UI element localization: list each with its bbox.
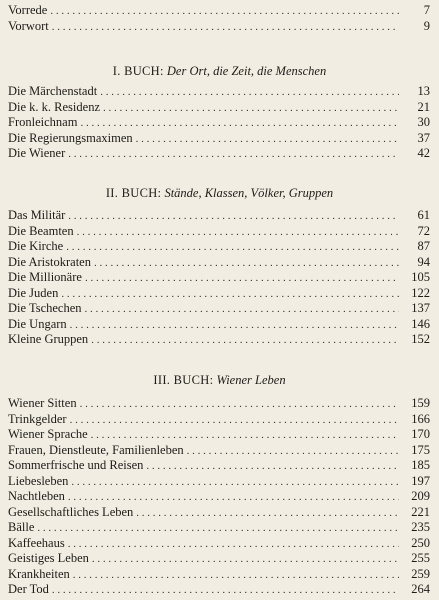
- toc-entry[interactable]: [8, 582, 430, 598]
- dot-leader: [85, 302, 399, 318]
- entry-page-number: 9: [423, 18, 430, 33]
- entry-title: Die Wiener: [8, 146, 66, 160]
- entry-title: Die Märchenstadt: [8, 84, 98, 98]
- entry-page-number: 94: [417, 254, 430, 269]
- dot-leader: [37, 521, 399, 537]
- toc-entry[interactable]: [8, 474, 430, 490]
- entry-page-number: 259: [411, 566, 430, 581]
- entry-page-number: 166: [411, 411, 430, 426]
- toc-entry[interactable]: [8, 567, 430, 583]
- book-label: III. BUCH:: [153, 373, 214, 387]
- toc-entry[interactable]: [8, 301, 430, 317]
- entry-title: Die Ungarn: [8, 316, 67, 331]
- entry-title: Die Kirche: [8, 239, 64, 253]
- dot-leader: [136, 506, 399, 522]
- toc-entry[interactable]: [8, 19, 430, 35]
- dot-leader: [187, 444, 399, 460]
- entry-page-number: 152: [411, 332, 430, 346]
- book-1-heading: [0, 64, 439, 79]
- book-2-entries: [8, 208, 430, 348]
- dot-leader: [92, 552, 399, 568]
- entry-page-number: 255: [411, 551, 430, 565]
- entry-page-number: 30: [417, 115, 430, 129]
- book-3-heading: [0, 373, 439, 388]
- entry-page-number: 87: [417, 239, 430, 253]
- toc-entry[interactable]: [8, 505, 430, 521]
- toc-entry[interactable]: [8, 270, 430, 286]
- entry-title: Die Regierungsmaximen: [8, 130, 133, 145]
- entry-title: Kaffeehaus: [8, 535, 65, 550]
- entry-title: Kleine Gruppen: [8, 332, 89, 346]
- entry-title: Das Militär: [8, 208, 66, 222]
- entry-title: Fronleichnam: [8, 115, 78, 129]
- toc-entry[interactable]: [8, 551, 430, 567]
- toc-entry[interactable]: [8, 286, 430, 302]
- entry-page-number: 235: [411, 520, 430, 534]
- entry-page-number: 61: [417, 208, 430, 222]
- dot-leader: [68, 490, 399, 506]
- entry-page-number: 185: [411, 458, 430, 472]
- entry-page-number: 221: [411, 504, 430, 519]
- toc-entry[interactable]: [8, 317, 430, 333]
- entry-page-number: 137: [411, 301, 430, 315]
- entry-title: Gesellschaftliches Leben: [8, 504, 134, 519]
- toc-entry[interactable]: [8, 536, 430, 552]
- toc-entry[interactable]: [8, 131, 430, 147]
- entry-title: Die Juden: [8, 285, 59, 300]
- entry-page-number: 264: [411, 582, 430, 596]
- dot-leader: [100, 85, 399, 101]
- entry-title: Liebesleben: [8, 473, 69, 488]
- entry-title: Krankheiten: [8, 566, 70, 581]
- dot-leader: [68, 537, 399, 553]
- entry-title: Nachtleben: [8, 489, 65, 503]
- dot-leader: [136, 132, 399, 148]
- toc-entry[interactable]: [8, 208, 430, 224]
- dot-leader: [94, 256, 399, 272]
- entry-title: Die k. k. Residenz: [8, 99, 100, 114]
- toc-entry[interactable]: [8, 224, 430, 240]
- entry-title: Vorrede: [8, 3, 48, 17]
- entry-page-number: 13: [417, 84, 430, 98]
- dot-leader: [103, 101, 399, 117]
- dot-leader: [73, 568, 399, 584]
- entry-page-number: 37: [417, 130, 430, 145]
- entry-title: Wiener Sitten: [8, 396, 77, 410]
- entry-page-number: 170: [411, 427, 430, 441]
- dot-leader: [52, 583, 399, 599]
- dot-leader: [68, 209, 399, 225]
- toc-entry[interactable]: [8, 100, 430, 116]
- toc-entry[interactable]: [8, 115, 430, 131]
- book-subtitle: Wiener Leben: [216, 373, 286, 387]
- dot-leader: [80, 397, 399, 413]
- toc-entry[interactable]: [8, 443, 430, 459]
- toc-entry[interactable]: [8, 489, 430, 505]
- book-3-entries: [8, 396, 430, 598]
- entry-page-number: 250: [411, 535, 430, 550]
- entry-title: Die Tschechen: [8, 301, 82, 315]
- book-subtitle: Stände, Klassen, Völker, Gruppen: [164, 186, 334, 200]
- entry-title: Geistiges Leben: [8, 551, 89, 565]
- toc-entry[interactable]: [8, 84, 430, 100]
- entry-title: Die Millionäre: [8, 270, 82, 284]
- dot-leader: [146, 459, 399, 475]
- dot-leader: [70, 318, 399, 334]
- entry-page-number: 42: [417, 146, 430, 160]
- entry-page-number: 7: [423, 3, 430, 17]
- toc-entry[interactable]: [8, 458, 430, 474]
- dot-leader: [71, 475, 399, 491]
- toc-entry[interactable]: [8, 146, 430, 162]
- toc-entry[interactable]: [8, 3, 430, 19]
- entry-title: Wiener Sprache: [8, 427, 88, 441]
- toc-entry[interactable]: [8, 239, 430, 255]
- dot-leader: [91, 428, 399, 444]
- toc-entry[interactable]: [8, 255, 430, 271]
- dot-leader: [70, 413, 399, 429]
- book-label: I. BUCH:: [112, 64, 164, 78]
- toc-entry[interactable]: [8, 427, 430, 443]
- book-1-entries: [8, 84, 430, 162]
- entry-title: Sommerfrische und Reisen: [8, 458, 144, 472]
- book-label: II. BUCH:: [105, 186, 162, 200]
- entry-title: Trinkgelder: [8, 411, 67, 426]
- book-2-heading: [0, 186, 439, 201]
- entry-page-number: 122: [411, 285, 430, 300]
- entry-page-number: 146: [411, 316, 430, 331]
- entry-page-number: 105: [411, 270, 430, 284]
- toc-entry[interactable]: [8, 396, 430, 412]
- toc-entry[interactable]: [8, 520, 430, 536]
- entry-title: Die Aristokraten: [8, 254, 91, 269]
- dot-leader: [91, 333, 399, 349]
- dot-leader: [68, 147, 399, 163]
- book-subtitle: Der Ort, die Zeit, die Menschen: [166, 64, 327, 78]
- dot-leader: [50, 4, 399, 20]
- dot-leader: [52, 20, 399, 36]
- toc-entry[interactable]: [8, 332, 430, 348]
- entry-page-number: 175: [411, 442, 430, 457]
- entry-title: Der Tod: [8, 582, 49, 596]
- toc-entry[interactable]: [8, 412, 430, 428]
- entry-page-number: 159: [411, 396, 430, 410]
- entry-page-number: 21: [417, 99, 430, 114]
- dot-leader: [61, 287, 399, 303]
- dot-leader: [66, 240, 399, 256]
- entry-title: Die Beamten: [8, 223, 74, 238]
- entry-title: Vorwort: [8, 18, 49, 33]
- entry-page-number: 197: [411, 473, 430, 488]
- entry-page-number: 72: [417, 223, 430, 238]
- front-matter-list: [8, 3, 430, 34]
- dot-leader: [85, 271, 399, 287]
- dot-leader: [77, 225, 399, 241]
- entry-page-number: 209: [411, 489, 430, 503]
- entry-title: Bälle: [8, 520, 35, 534]
- dot-leader: [80, 116, 399, 132]
- entry-title: Frauen, Dienstleute, Familienleben: [8, 442, 184, 457]
